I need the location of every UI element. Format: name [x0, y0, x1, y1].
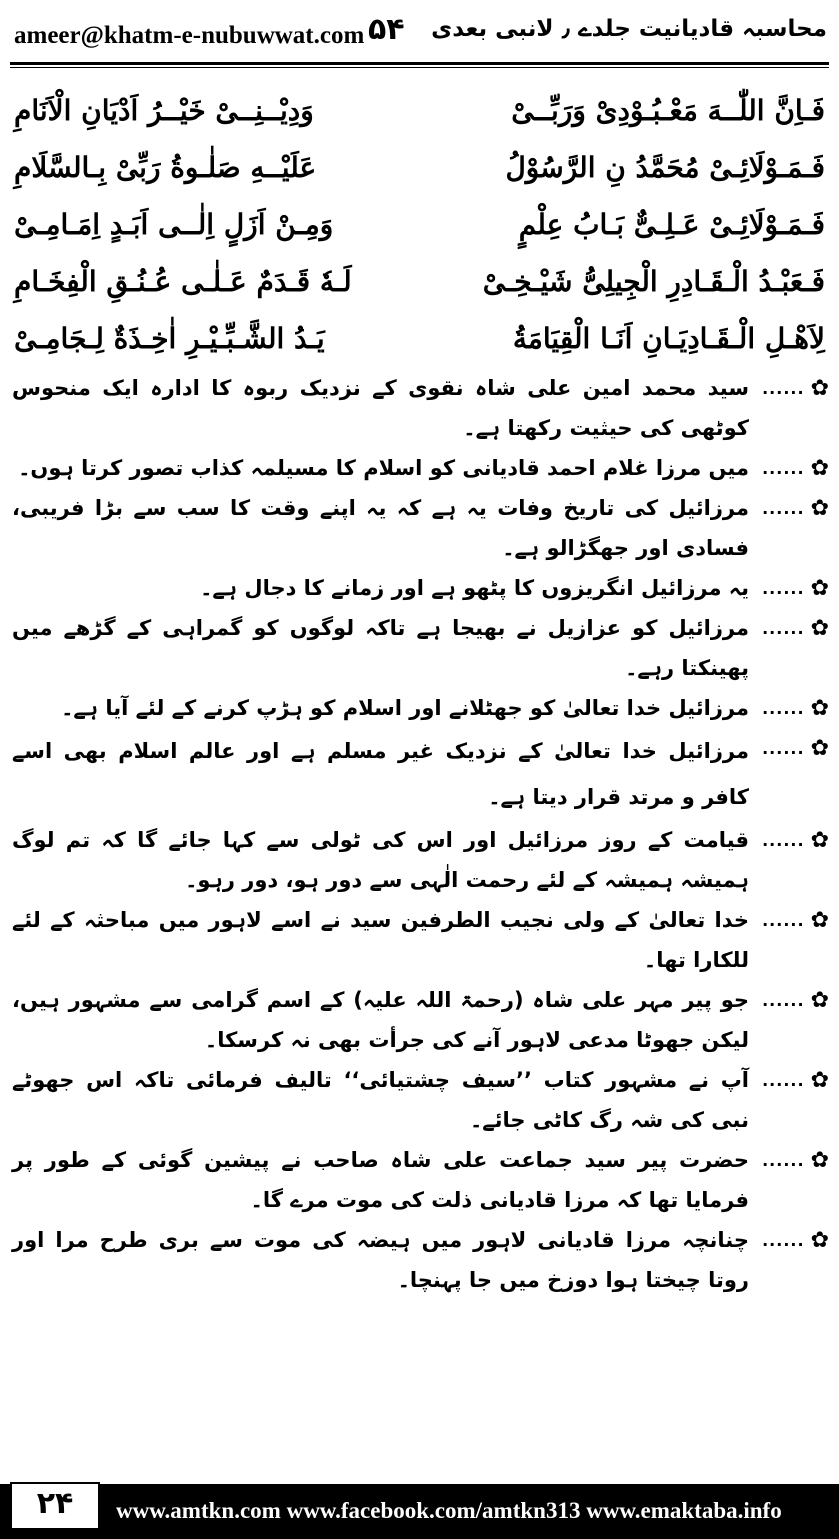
header-book-title: محاسبہ قادیانیت جلدے ٫ لانبی بعدی — [431, 16, 827, 42]
header-rule-thin — [10, 67, 829, 68]
poem-verse — [14, 310, 825, 367]
list-item-text: مرزائیل خدا تعالیٰ کو جھٹلانے اور اسلام کو ہڑپ کرنے کے لئے آیا ہے۔ — [61, 696, 749, 720]
bullet-marker — [749, 568, 829, 608]
flower-icon: ✿ — [810, 695, 829, 721]
list-item — [12, 448, 829, 488]
verse-second-half: وَدِیْــنِــیْ خَیْــرُ اَدْیَانِ الْاَنَامِ — [14, 94, 314, 127]
verse-second-half: لَـهٗ قَـدَمٌ عَـلٰـی عُـنُـقِ الْفِخَـامِ — [14, 265, 352, 298]
flower-icon: ✿ — [810, 575, 829, 601]
poem-verse — [14, 82, 825, 139]
leader-dots: ...... — [762, 698, 805, 718]
list-item — [12, 568, 829, 608]
leader-dots: ...... — [762, 738, 805, 758]
leader-dots: ...... — [762, 1070, 805, 1090]
poem-verse — [14, 253, 825, 310]
bullet-marker — [749, 488, 829, 528]
leader-dots: ...... — [762, 618, 805, 638]
list-item — [12, 1140, 829, 1220]
list-item-text: مرزائیل خدا تعالیٰ کے نزدیک غیر مسلم ہے اور عالم اسلام بھی اسے کافر و مرتد قرار دیتا ہے۔ — [12, 739, 749, 809]
flower-icon: ✿ — [810, 1147, 829, 1173]
flower-icon: ✿ — [810, 907, 829, 933]
leader-dots: ...... — [762, 910, 805, 930]
flower-icon: ✿ — [810, 375, 829, 401]
leader-dots: ...... — [762, 830, 805, 850]
bullet-marker — [749, 368, 829, 408]
verse-second-half: عَلَیْــهِ صَلٰـوةُ رَبِّیْ بِـالسَّلَامِ — [14, 151, 317, 184]
footer-page-number: ۲۴ — [10, 1482, 100, 1530]
verse-first-half: فَـاِنَّ اللّٰــهَ مَعْـبُـوْدِیْ وَرَبِّــیْ — [511, 94, 825, 127]
list-item-text: چنانچہ مرزا قادیانی لاہور میں ہیضہ کی موت سے بری طرح مرا اور روتا چیختا ہوا دوزخ میں جا پہنچا۔ — [12, 1228, 749, 1292]
flower-icon: ✿ — [810, 735, 829, 761]
bullet-marker — [749, 1140, 829, 1180]
leader-dots: ...... — [762, 1150, 805, 1170]
list-item — [12, 1220, 829, 1300]
list-item-text: قیامت کے روز مرزائیل اور اس کی ٹولی سے کہا جائے گا کہ تم لوگ ہمیشہ ہمیشہ کے لئے رحمت الٰہی سے دور ہو، دور رہو۔ — [12, 828, 749, 892]
list-item-text: یہ مرزائیل انگریزوں کا پٹھو ہے اور زمانے کا دجال ہے۔ — [200, 576, 749, 600]
list-item — [12, 820, 829, 900]
bullet-marker — [749, 608, 829, 648]
flower-icon: ✿ — [810, 455, 829, 481]
leader-dots: ...... — [762, 458, 805, 478]
bullet-marker — [749, 980, 829, 1020]
flower-icon: ✿ — [810, 615, 829, 641]
bullet-marker — [749, 900, 829, 940]
list-item-text: سید محمد امین علی شاہ نقوی کے نزدیک ربوہ کا ادارہ ایک منحوس کوٹھی کی حیثیت رکھتا ہے۔ — [12, 376, 749, 440]
poem-verse — [14, 196, 825, 253]
bullet-marker — [749, 1060, 829, 1100]
header-email: ameer@khatm-e-nubuwwat.com — [14, 22, 365, 49]
list-item — [12, 488, 829, 568]
leader-dots: ...... — [762, 378, 805, 398]
list-item — [12, 900, 829, 980]
list-item-text: حضرت پیر سید جماعت علی شاہ صاحب نے پیشین گوئی کے طور پر فرمایا تھا کہ مرزا قادیانی ذلت کی موت مرے گا۔ — [12, 1148, 749, 1212]
bullet-marker — [749, 1220, 829, 1260]
list-item — [12, 608, 829, 688]
footer-links: www.amtkn.com www.facebook.com/amtkn313 www.emaktaba.info — [116, 1498, 782, 1523]
verse-first-half: فَـمَـوْلَائِـیْ عَـلِـیٌّ بَـابُ عِلْمٍ — [518, 208, 825, 241]
flower-icon: ✿ — [810, 987, 829, 1013]
verse-second-half: وَمِـنْ اَزَلٍ اِلٰــی اَبَـدٍ اِمَـامِـیْ — [14, 208, 334, 241]
bullet-marker — [749, 728, 829, 768]
leader-dots: ...... — [762, 1230, 805, 1250]
flower-icon: ✿ — [810, 827, 829, 853]
list-item-text: مرزائیل کو عزازیل نے بھیجا ہے تاکہ لوگوں کو گمراہی کے گڑھے میں پھینکتا رہے۔ — [12, 616, 749, 680]
verse-first-half: فَـعَبْـدُ الْـقَـادِرِ الْجِیلِیُّ شَیْـخِـیْ — [482, 265, 825, 298]
bullet-marker — [749, 820, 829, 860]
bullet-marker — [749, 448, 829, 488]
list-item-text: جو پیر مہر علی شاہ (رحمۃ اللہ علیہ) کے اسم گرامی سے مشہور ہیں، لیکن جھوٹا مدعی لاہور آنے کی جرأت بھی نہ کرسکا۔ — [12, 988, 749, 1052]
list-item — [12, 688, 829, 728]
list-item-text: مرزائیل کی تاریخ وفات یہ ہے کہ یہ اپنے وقت کا سب سے بڑا فریبی، فسادی اور جھگڑالو ہے۔ — [12, 496, 749, 560]
flower-icon: ✿ — [810, 1227, 829, 1253]
verse-first-half: لِاَهْـلِ الْـقَـادِیَـانِ اَنَـا الْقِیَامَةُ — [512, 322, 825, 355]
bullet-list — [12, 368, 829, 1300]
header-page-number: ۵۴ — [368, 12, 405, 47]
list-item — [12, 1060, 829, 1140]
list-item-text: میں مرزا غلام احمد قادیانی کو اسلام کا مسیلمہ کذاب تصور کرتا ہوں۔ — [18, 456, 749, 480]
flower-icon: ✿ — [810, 495, 829, 521]
leader-dots: ...... — [762, 498, 805, 518]
verse-second-half: یَـدُ الشَّـبِّـیْـرِ اٰخِـذَةٌ لِـجَامِـیْ — [14, 322, 325, 355]
list-item-text: خدا تعالیٰ کے ولی نجیب الطرفین سید نے اسے لاہور میں مباحثہ کے لئے للکارا تھا۔ — [12, 908, 749, 972]
flower-icon: ✿ — [810, 1067, 829, 1093]
poem — [14, 82, 825, 367]
list-item — [12, 368, 829, 448]
leader-dots: ...... — [762, 990, 805, 1010]
verse-first-half: فَـمَـوْلَائِـیْ مُحَمَّدُ نِ الرَّسُوْلُ — [505, 151, 825, 184]
list-item — [12, 980, 829, 1060]
list-item-text: آپ نے مشہور کتاب ’’سیف چشتیائی‘‘ تالیف فرمائی تاکہ اس جھوٹے نبی کی شہ رگ کاٹی جائے۔ — [12, 1068, 749, 1132]
page-header — [0, 0, 839, 62]
leader-dots: ...... — [762, 578, 805, 598]
bullet-marker — [749, 688, 829, 728]
header-rule — [10, 62, 829, 65]
list-item — [12, 728, 829, 820]
poem-verse — [14, 139, 825, 196]
